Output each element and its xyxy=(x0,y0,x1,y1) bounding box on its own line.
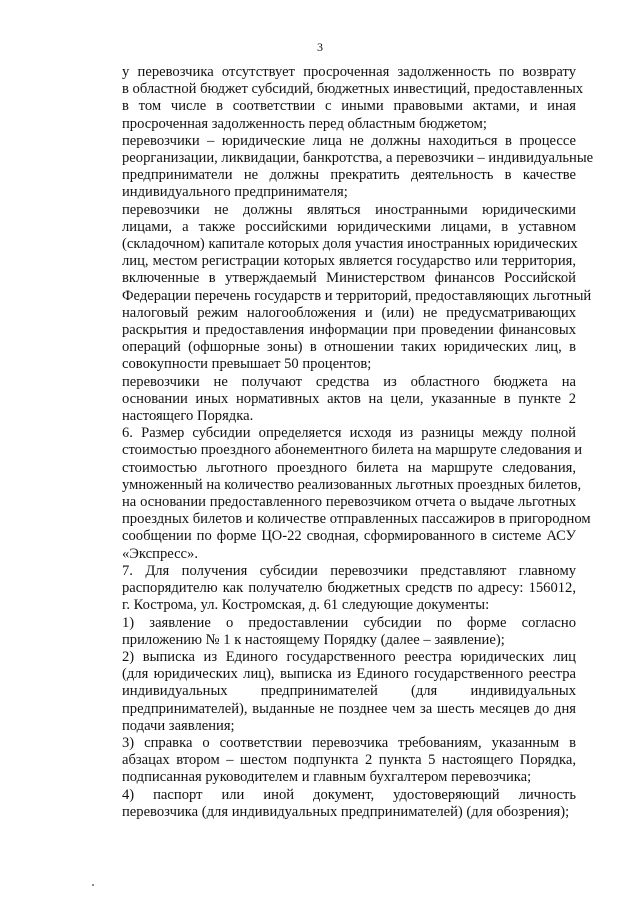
text-line: 2) выписка из Единого государственного реестра юридических лиц xyxy=(122,648,576,665)
text-line: просроченная задолженность перед областным бюджетом; xyxy=(122,115,487,132)
list-item-application xyxy=(88,615,576,649)
paragraph-no-reorganization xyxy=(88,132,594,202)
text-line: лицами, а также российскими юридическими лицами, в уставном xyxy=(122,218,576,235)
text-line: распорядителю как получателю бюджетных средств по адресу: 156012, xyxy=(122,580,576,597)
text-line: подписанная руководителем и главным бухгалтером перевозчика; xyxy=(122,769,532,786)
text-line: включенные в утверждаемый Министерством финансов Российской xyxy=(122,270,576,287)
text-line: раскрытия и предоставления информации при проведении финансовых xyxy=(122,322,576,339)
text-line: стоимостью льготного проездного билета на маршруте следования, xyxy=(122,459,576,476)
text-line: умноженный на количество реализованных льготных проездных билетов, xyxy=(122,476,582,493)
text-line: в том числе в соответствии с иными правовыми актами, и иная xyxy=(122,98,576,115)
text-line: (для юридических лиц), выписка из Единого государственного реестра xyxy=(122,666,576,683)
text-line: в областной бюджет субсидий, бюджетных инвестиций, предоставленных xyxy=(122,81,584,98)
paragraph-not-foreign-entities xyxy=(88,201,592,374)
list-item-registry-extract xyxy=(88,649,576,735)
text-line: «Экспресс». xyxy=(122,545,198,562)
text-line: Федерации перечень государств и территорий, предоставляющих льготный xyxy=(122,287,592,304)
text-line: сообщении по форме ЦО-22 сводная, сформированного в системе АСУ xyxy=(122,528,576,545)
text-line: подачи заявления; xyxy=(122,717,235,734)
text-line: предпринимателей), выданные не позднее чем за шесть месяцев до дня xyxy=(122,700,576,717)
text-line: перевозчики не получают средства из областного бюджета на xyxy=(122,373,576,390)
scan-dot-mark xyxy=(92,884,94,886)
text-line: приложению № 1 к настоящему Порядку (далее – заявление); xyxy=(122,631,505,648)
text-line: (складочном) капитале которых доля участия иностранных юридических xyxy=(122,236,578,253)
text-line: предприниматели не должны прекратить деятельность в качестве xyxy=(122,167,576,184)
text-line: совокупности превышает 50 процентов; xyxy=(122,356,372,373)
text-line: перевозчики не должны являться иностранными юридическими xyxy=(122,201,576,218)
paragraph-item-7-documents xyxy=(88,563,576,615)
text-line: абзацах втором – шестом подпункта 2 пункта 5 настоящего Порядка, xyxy=(122,752,576,769)
text-line: индивидуальных предпринимателей (для индивидуальных xyxy=(122,683,576,700)
text-line: стоимостью проездного абонементного билета на маршруте следования и xyxy=(122,442,583,459)
text-line: реорганизации, ликвидации, банкротства, а перевозчики – индивидуальные xyxy=(122,150,594,167)
list-item-compliance-certificate xyxy=(88,735,576,787)
text-line: г. Кострома, ул. Костромская, д. 61 следующие документы: xyxy=(122,597,490,614)
text-line: проездных билетов и количестве отправленных пассажиров в пригородном xyxy=(122,511,591,528)
text-line: 1) заявление о предоставлении субсидии по форме согласно xyxy=(122,614,576,631)
text-line: лиц, местом регистрации которых является государство или территория, xyxy=(122,253,576,270)
paragraph-no-other-funding xyxy=(88,374,576,426)
text-line: у перевозчика отсутствует просроченная задолженность по возврату xyxy=(122,64,576,80)
text-line: налоговый режим налогообложения и (или) не предусматривающих xyxy=(122,304,576,321)
document-body xyxy=(88,64,594,821)
paragraph-item-6-subsidy-amount xyxy=(88,425,591,563)
text-line: перевозчика (для индивидуальных предпринимателей) (для обозрения); xyxy=(122,803,570,820)
text-line: 6. Размер субсидии определяется исходя из разницы между полной xyxy=(122,425,576,442)
text-line: 7. Для получения субсидии перевозчики представляют главному xyxy=(122,562,576,579)
text-line: основании иных нормативных актов на цели, указанные в пункте 2 xyxy=(122,390,576,407)
text-line: операций (офшорные зоны) в отношении таких юридических лиц, в xyxy=(122,339,576,356)
paragraph-no-overdue-debt xyxy=(88,64,584,133)
text-line: перевозчики – юридические лица не должны находиться в процессе xyxy=(122,132,576,149)
text-line: на основании предоставленного перевозчиком отчета о выдаче льготных xyxy=(122,494,576,511)
text-line: настоящего Порядка. xyxy=(122,408,254,425)
text-line: индивидуального предпринимателя; xyxy=(122,184,348,201)
text-line: 3) справка о соответствии перевозчика требованиям, указанным в xyxy=(122,734,576,751)
page-number: 3 xyxy=(317,40,323,54)
list-item-passport xyxy=(88,787,576,821)
text-line: 4) паспорт или иной документ, удостоверяющий личность xyxy=(122,786,576,803)
